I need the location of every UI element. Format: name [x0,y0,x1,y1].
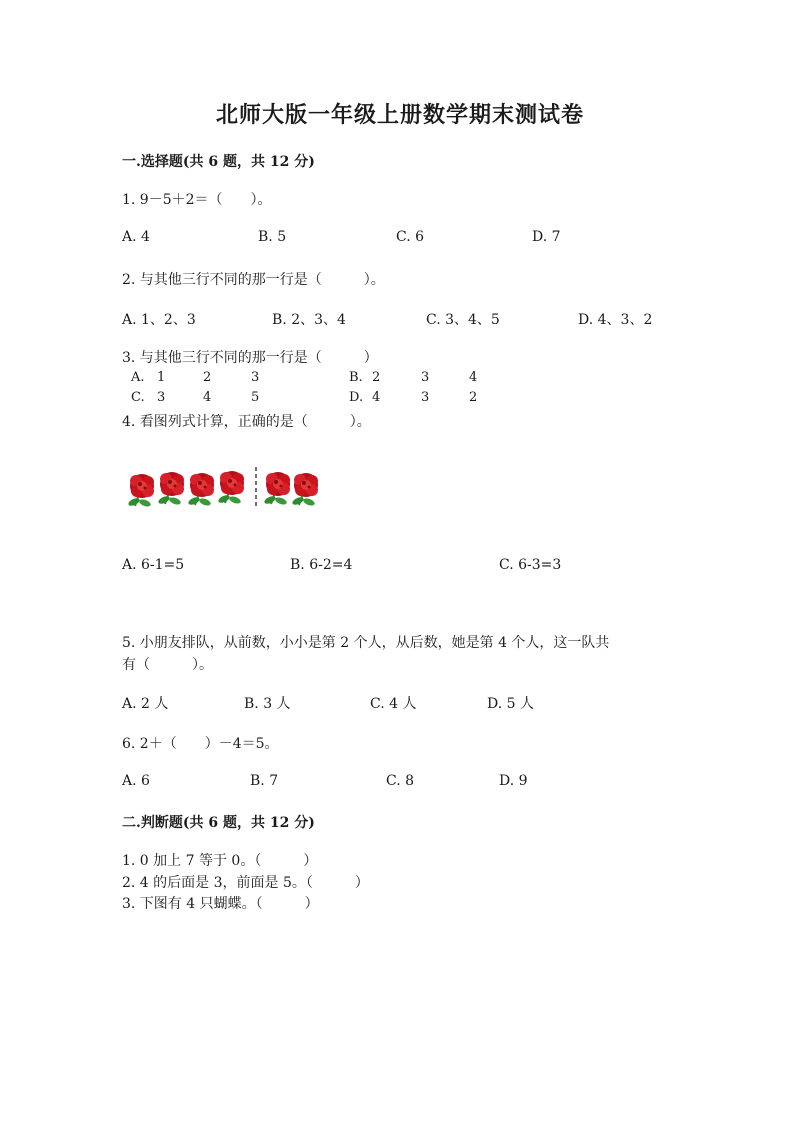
q5-option-b: B. 3 人 [244,696,291,712]
q3-option-d-label: D. [349,390,364,405]
flower-icon [291,473,318,507]
page-title: 北师大版一年级上册数学期末测试卷 [215,102,584,128]
section-2-heading: 二.判断题(共 6 题，共 12 分) [122,815,315,831]
q5-option-d: D. 5 人 [487,696,534,712]
question-4: 4. 看图列式计算，正确的是（ ）。 [122,414,371,430]
question-3: 3. 与其他三行不同的那一行是（ ） [122,350,378,366]
true-false-item: 1. 0 加上 7 等于 0。（ ） [122,853,318,869]
q4-option-a: A. 6-1=5 [122,557,185,573]
q3-option-d-value: 4 [372,390,381,405]
question-5-line-2: 有（ ）。 [122,657,213,673]
q3-option-d-value: 2 [469,390,478,405]
q3-option-c-value: 4 [203,390,212,405]
q3-option-b-value: 4 [469,370,478,385]
q1-option-b: B. 5 [258,229,287,245]
q1-option-d: D. 7 [532,229,561,245]
q3-option-b-value: 3 [421,370,430,385]
q3-option-a-value: 3 [251,370,260,385]
question-5-line-1: 5. 小朋友排队，从前数，小小是第 2 个人，从后数，她是第 4 个人，这一队共 [122,635,610,651]
q3-option-c-label: C. [131,390,145,405]
q6-option-d: D. 9 [499,773,528,789]
flower-icon [187,473,214,507]
q2-option-d: D. 4、3、2 [578,312,653,328]
true-false-item: 3. 下图有 4 只蝴蝶。（ ） [122,896,319,912]
q2-option-a: A. 1、2、3 [122,312,196,328]
question-1: 1. 9－5＋2＝（ ）。 [122,192,272,208]
question-2: 2. 与其他三行不同的那一行是（ ）。 [122,272,385,288]
q3-option-c-value: 5 [251,390,260,405]
q3-option-a-value: 1 [157,370,166,385]
q3-option-b-label: B. [349,370,363,385]
true-false-item: 2. 4 的后面是 3，前面是 5。（ ） [122,875,369,891]
flower-icon [263,472,290,506]
flower-icon [127,474,154,508]
q3-option-b-value: 2 [372,370,381,385]
flower-icon [157,472,184,506]
q6-option-a: A. 6 [122,773,150,789]
q3-option-a-value: 2 [203,370,212,385]
q3-option-d-value: 3 [421,390,430,405]
q3-option-a-label: A. [131,370,145,385]
q3-option-c-value: 3 [157,390,166,405]
q4-option-c: C. 6-3=3 [499,557,562,573]
q4-option-b: B. 6-2=4 [290,557,353,573]
flower-icon [217,471,244,505]
q2-option-b: B. 2、3、4 [272,312,346,328]
section-1-heading: 一.选择题(共 6 题，共 12 分) [122,154,315,170]
flower-picture [122,464,328,512]
q5-option-c: C. 4 人 [370,696,417,712]
q1-option-a: A. 4 [122,229,150,245]
q5-option-a: A. 2 人 [122,696,169,712]
q6-option-c: C. 8 [386,773,415,789]
q6-option-b: B. 7 [250,773,279,789]
q2-option-c: C. 3、4、5 [426,312,500,328]
question-6: 6. 2＋（ ）－4＝5。 [122,736,279,752]
q1-option-c: C. 6 [396,229,425,245]
